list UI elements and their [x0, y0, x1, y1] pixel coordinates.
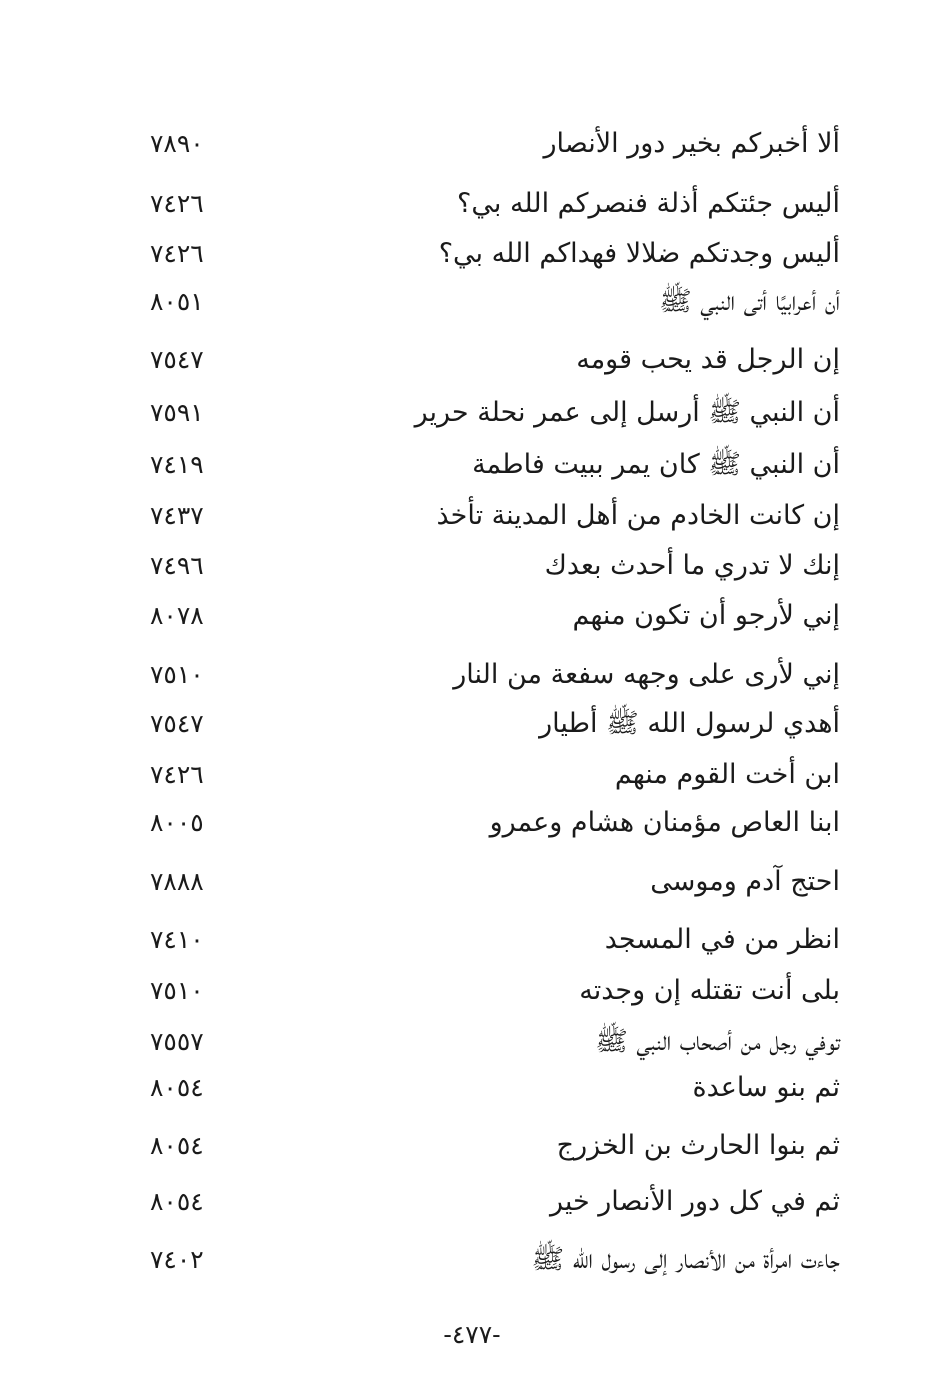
hadith-number: ٧٥١٠	[150, 660, 204, 689]
hadith-incipit: إن كانت الخادم من أهل المدينة تأخذ	[436, 500, 840, 531]
hadith-incipit: إني لأرجو أن تكون منهم	[572, 600, 840, 631]
index-row	[140, 655, 840, 695]
index-row	[140, 496, 840, 536]
hadith-number: ٧٤٢٦	[150, 239, 204, 268]
hadith-number: ٧٥١٠	[150, 976, 204, 1005]
page-number: -٤٧٧-	[443, 1320, 501, 1349]
hadith-incipit: احتج آدم وموسى	[650, 866, 840, 897]
hadith-incipit: ثم بنو ساعدة	[692, 1072, 840, 1103]
hadith-incipit: انظر من في المسجد	[604, 924, 840, 955]
hadith-number: ٧٤١٩	[150, 450, 204, 479]
hadith-incipit: بلى أنت تقتله إن وجدته	[579, 975, 840, 1006]
index-row	[140, 1022, 840, 1062]
hadith-number: ٧٤٢٦	[150, 760, 204, 789]
hadith-number: ٧٥٥٧	[150, 1027, 204, 1056]
index-row	[140, 920, 840, 960]
hadith-number: ٨٠٠٥	[150, 808, 204, 837]
index-row	[140, 445, 840, 485]
hadith-incipit: أن أعرابيًا أتى النبي ﷺ	[659, 286, 840, 317]
index-row	[140, 546, 840, 586]
hadith-number: ٨٠٥١	[150, 287, 204, 316]
index-row	[140, 803, 840, 843]
hadith-number: ٧٨٨٨	[150, 867, 204, 896]
hadith-incipit: ثم في كل دور الأنصار خير	[549, 1186, 840, 1217]
index-row	[140, 704, 840, 744]
hadith-incipit: أهدي لرسول الله ﷺ أطيار	[539, 708, 840, 739]
index-row	[140, 1126, 840, 1166]
hadith-incipit: توفي رجل من أصحاب النبي ﷺ	[595, 1026, 840, 1057]
hadith-incipit: إني لأرى على وجهه سفعة من النار	[453, 659, 840, 690]
hadith-incipit: ألا أخبركم بخير دور الأنصار	[543, 128, 840, 159]
hadith-incipit: أليس جئتكم أذلة فنصركم الله بي؟	[457, 188, 840, 219]
hadith-number: ٧٤٣٧	[150, 501, 204, 530]
index-row	[140, 340, 840, 380]
hadith-number: ٧٨٩٠	[150, 129, 204, 158]
hadith-incipit: أليس وجدتكم ضلالا فهداكم الله بي؟	[438, 238, 840, 269]
hadith-number: ٨٠٥٤	[150, 1131, 204, 1160]
index-row	[140, 124, 840, 164]
index-row	[140, 1240, 840, 1280]
hadith-incipit: ابن أخت القوم منهم	[614, 759, 840, 790]
hadith-incipit: ثم بنوا الحارث بن الخزرج	[556, 1130, 840, 1161]
index-row	[140, 755, 840, 795]
hadith-incipit: جاءت امرأة من الأنصار إلى رسول الله ﷺ	[531, 1244, 840, 1275]
hadith-number: ٧٤٠٢	[150, 1245, 204, 1274]
hadith-number: ٧٥٤٧	[150, 345, 204, 374]
hadith-number: ٧٤٢٦	[150, 189, 204, 218]
hadith-incipit: ابنا العاص مؤمنان هشام وعمرو	[489, 807, 840, 838]
index-row	[140, 971, 840, 1011]
hadith-number: ٧٥٤٧	[150, 709, 204, 738]
index-row	[140, 1068, 840, 1108]
index-row	[140, 393, 840, 433]
hadith-number: ٨٠٥٤	[150, 1187, 204, 1216]
index-row	[140, 596, 840, 636]
index-row	[140, 282, 840, 322]
index-row	[140, 234, 840, 274]
hadith-number: ٨٠٥٤	[150, 1073, 204, 1102]
index-row	[140, 184, 840, 224]
hadith-incipit: أن النبي ﷺ أرسل إلى عمر نحلة حرير	[414, 397, 840, 428]
hadith-number: ٨٠٧٨	[150, 601, 204, 630]
index-row	[140, 862, 840, 902]
index-row	[140, 1182, 840, 1222]
hadith-incipit: إنك لا تدري ما أحدث بعدك	[544, 550, 840, 581]
hadith-number: ٧٤٩٦	[150, 551, 204, 580]
hadith-number: ٧٤١٠	[150, 925, 204, 954]
hadith-incipit: أن النبي ﷺ كان يمر ببيت فاطمة	[472, 449, 840, 480]
hadith-incipit: إن الرجل قد يحب قومه	[576, 344, 840, 375]
hadith-number: ٧٥٩١	[150, 398, 204, 427]
